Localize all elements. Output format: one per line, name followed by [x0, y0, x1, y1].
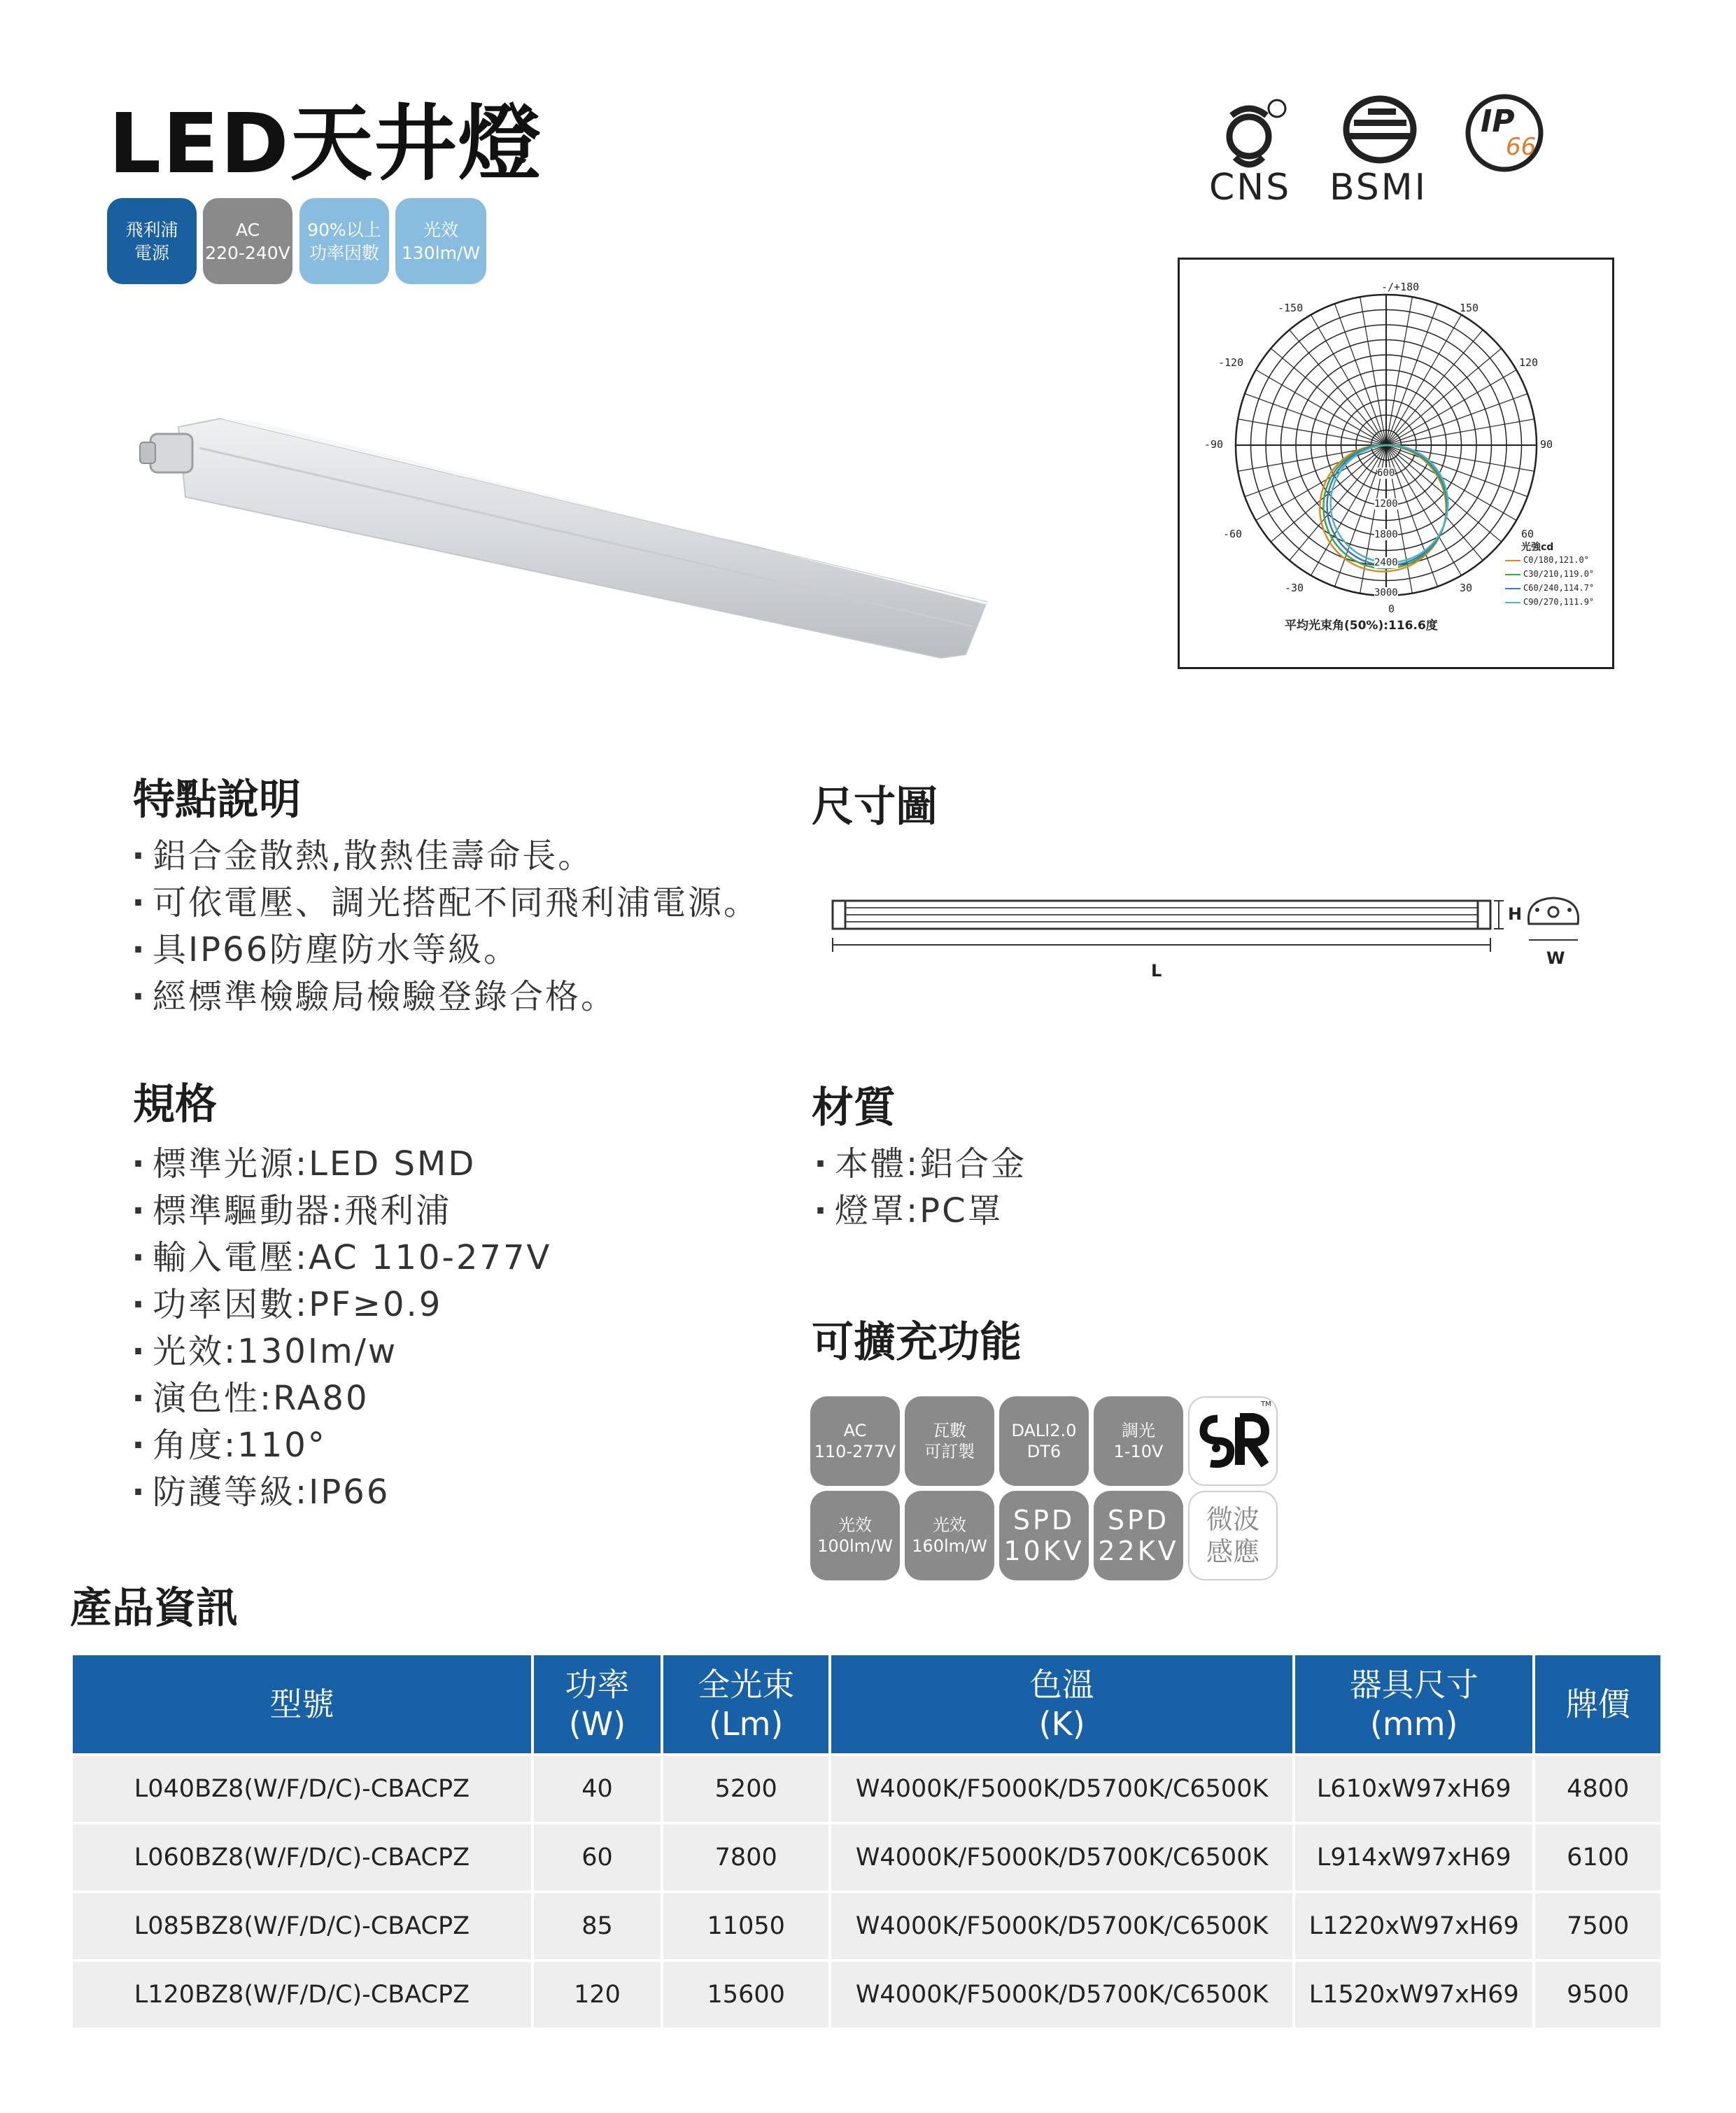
- polar-label: -90: [1204, 438, 1224, 451]
- list-item: · 鋁合金散熱,散熱佳壽命長。: [126, 833, 759, 880]
- cell-lumen: 11050: [663, 1893, 828, 1959]
- cell-price: 7500: [1535, 1893, 1660, 1959]
- ring-label: 1200: [1374, 498, 1398, 510]
- cell-power: 40: [534, 1756, 661, 1822]
- cell-size: L914xW97xH69: [1295, 1825, 1532, 1890]
- feature-line: 160lm/W: [912, 1536, 987, 1556]
- feature-dimming: [1094, 1396, 1183, 1486]
- feature-spd-22kv: [1094, 1491, 1183, 1580]
- header-unit: (mm): [1369, 1705, 1458, 1743]
- polar-label: 0: [1388, 603, 1395, 615]
- table-header-row: [73, 1655, 1660, 1753]
- product-heading: 產品資訊: [70, 1584, 238, 1633]
- sr-tm: TM: [1261, 1401, 1271, 1408]
- feature-line: 感應: [1206, 1536, 1259, 1567]
- feature-line: 光效: [838, 1515, 872, 1535]
- ring-label: 600: [1377, 468, 1395, 479]
- header-label: 器具尺寸: [1349, 1666, 1479, 1704]
- list-item: · 角度:110°: [126, 1422, 551, 1469]
- cell-power: 60: [534, 1825, 661, 1890]
- feature-custom-wattage: [905, 1396, 994, 1486]
- feature-line: DALI2.0: [1011, 1421, 1077, 1440]
- legend-swatch: [1505, 602, 1520, 603]
- cell-lumen: 5200: [663, 1756, 828, 1822]
- feature-line: 瓦數: [933, 1421, 966, 1440]
- polar-label: 120: [1519, 356, 1539, 369]
- list-item: · 輸入電壓:AC 110-277V: [126, 1235, 551, 1282]
- badge-line: 130lm/W: [401, 242, 481, 263]
- legend-label: C30/210,119.0°: [1523, 569, 1595, 579]
- polar-label: 30: [1460, 582, 1473, 594]
- badge-line: 90%以上: [307, 219, 381, 240]
- cell-cct: W4000K/F5000K/D5700K/C6500K: [831, 1962, 1292, 2028]
- list-item: · 標準驅動器:飛利浦: [126, 1188, 551, 1235]
- feature-line: 光效: [933, 1515, 966, 1535]
- product-image: [136, 413, 1004, 672]
- cell-lumen: 7800: [663, 1825, 828, 1890]
- cell-size: L1520xW97xH69: [1295, 1962, 1532, 2028]
- legend-item: [1505, 567, 1594, 581]
- header-cct: [831, 1655, 1292, 1753]
- cell-model: L120BZ8(W/F/D/C)-CBACPZ: [73, 1962, 531, 2028]
- legend-label: C90/270,111.9°: [1523, 597, 1595, 607]
- cell-power: 85: [534, 1893, 661, 1959]
- ip-label: IP: [1481, 104, 1515, 139]
- cell-model: L060BZ8(W/F/D/C)-CBACPZ: [73, 1825, 531, 1890]
- header-lumen: [663, 1655, 828, 1753]
- legend-label: C0/180,121.0°: [1523, 555, 1589, 565]
- feature-dali: [999, 1396, 1089, 1486]
- polar-label: -120: [1218, 356, 1244, 369]
- material-heading: 材質: [812, 1083, 896, 1132]
- badge-line: 電源: [134, 242, 169, 263]
- ip-number: 66: [1506, 133, 1537, 161]
- sr-logo-icon: [1188, 1396, 1278, 1486]
- badge-line: 220-240V: [205, 242, 290, 263]
- table-row: [73, 1962, 1660, 2028]
- header-label: 色溫: [1029, 1666, 1094, 1704]
- bsmi-mark-icon: [1333, 94, 1427, 164]
- cell-lumen: 15600: [663, 1962, 828, 2028]
- cell-cct: W4000K/F5000K/D5700K/C6500K: [831, 1893, 1292, 1959]
- specs-list: [126, 1141, 551, 1516]
- header-size: [1295, 1655, 1532, 1753]
- header-label: 型號: [269, 1685, 334, 1723]
- legend-title: 光強cd: [1521, 542, 1554, 553]
- dimension-heading: 尺寸圖: [812, 782, 938, 831]
- header-label: 牌價: [1565, 1685, 1630, 1723]
- features-list: [126, 833, 759, 1020]
- badge-line: 飛利浦: [125, 219, 178, 240]
- legend-item: [1505, 581, 1594, 595]
- polar-label: -150: [1278, 302, 1304, 314]
- list-item: · 經標準檢驗局檢驗登錄合格。: [126, 974, 759, 1020]
- feature-line: 可訂製: [924, 1442, 975, 1461]
- dim-label-H: H: [1508, 904, 1523, 924]
- expand-heading: 可擴充功能: [812, 1318, 1022, 1367]
- cell-price: 6100: [1535, 1825, 1660, 1890]
- polar-label: -30: [1285, 582, 1304, 594]
- feature-line: SPD: [1107, 1505, 1170, 1536]
- ring-label: 3000: [1374, 587, 1398, 598]
- bsmi-label: BSMI: [1329, 167, 1427, 209]
- table-row: [73, 1756, 1660, 1822]
- material-list: [808, 1141, 1026, 1235]
- badge-philips-driver: [107, 198, 197, 284]
- cell-price: 4800: [1535, 1756, 1660, 1822]
- dim-label-L: L: [1151, 961, 1162, 981]
- badge-line: 功率因數: [309, 242, 379, 263]
- list-item: · 防護等級:IP66: [126, 1469, 551, 1516]
- legend-swatch: [1505, 588, 1520, 589]
- list-item: · 本體:鋁合金: [808, 1141, 1026, 1188]
- header-price: [1535, 1655, 1660, 1753]
- feature-efficacy-160: [905, 1491, 994, 1580]
- legend-swatch: [1505, 560, 1520, 561]
- feature-line: SPD: [1012, 1505, 1075, 1536]
- feature-line: 22KV: [1098, 1536, 1179, 1566]
- page-title: LED天井燈: [108, 95, 542, 192]
- header-unit: (Lm): [709, 1705, 784, 1743]
- ring-label: 2400: [1374, 557, 1398, 568]
- ip66-mark-icon: [1462, 91, 1546, 175]
- header-power: [534, 1655, 661, 1753]
- cell-size: L610xW97xH69: [1295, 1756, 1532, 1822]
- list-item: · 可依電壓、調光搭配不同飛利浦電源。: [126, 880, 759, 927]
- badge-efficacy: [395, 198, 486, 284]
- polar-label: 90: [1540, 438, 1553, 451]
- header-model: [73, 1655, 531, 1753]
- cns-label: CNS: [1209, 167, 1292, 209]
- badge-ac-voltage: [203, 198, 292, 284]
- polar-label: -60: [1223, 528, 1243, 540]
- table-row: [73, 1825, 1660, 1890]
- header-unit: (W): [568, 1705, 626, 1743]
- feature-ac-voltage: [810, 1396, 900, 1486]
- features-heading: 特點說明: [133, 775, 301, 824]
- badge-line: AC: [235, 219, 260, 240]
- table-row: [73, 1893, 1660, 1959]
- cell-model: L040BZ8(W/F/D/C)-CBACPZ: [73, 1756, 531, 1822]
- feature-line: 微波: [1206, 1504, 1259, 1535]
- ring-label: 1800: [1374, 529, 1398, 540]
- dimension-drawing: [826, 885, 1581, 990]
- cell-model: L085BZ8(W/F/D/C)-CBACPZ: [73, 1893, 531, 1959]
- feature-line: 1-10V: [1113, 1442, 1164, 1461]
- legend-item: [1505, 595, 1594, 609]
- list-item: · 演色性:RA80: [126, 1375, 551, 1422]
- polar-label: 150: [1460, 302, 1479, 314]
- feature-efficacy-100: [810, 1491, 900, 1580]
- feature-line: 110-277V: [814, 1442, 896, 1461]
- polar-label-180: -/+180: [1381, 281, 1420, 293]
- feature-spd-10kv: [999, 1491, 1089, 1580]
- polar-label: 60: [1521, 528, 1534, 540]
- header-label: 功率: [565, 1666, 630, 1704]
- polar-diagram: [1178, 258, 1614, 669]
- feature-line: 調光: [1122, 1421, 1155, 1440]
- cell-cct: W4000K/F5000K/D5700K/C6500K: [831, 1756, 1292, 1822]
- legend-swatch: [1505, 574, 1520, 575]
- feature-microwave-sensor: [1188, 1491, 1278, 1580]
- list-item: · 燈罩:PC罩: [808, 1188, 1026, 1235]
- specs-heading: 規格: [133, 1080, 217, 1129]
- list-item: · 光效:130Im/w: [126, 1328, 551, 1375]
- polar-legend: [1505, 553, 1594, 609]
- cell-price: 9500: [1535, 1962, 1660, 2028]
- list-item: · 功率因數:PF≥0.9: [126, 1282, 551, 1328]
- cell-power: 120: [534, 1962, 661, 2028]
- cell-cct: W4000K/F5000K/D5700K/C6500K: [831, 1825, 1292, 1890]
- legend-label: C60/240,114.7°: [1523, 583, 1595, 593]
- cns-mark-icon: [1207, 87, 1298, 178]
- badge-power-factor: [299, 198, 389, 284]
- beam-angle-caption: 平均光束角(50%):116.6度: [1285, 619, 1438, 633]
- cell-size: L1220xW97xH69: [1295, 1893, 1532, 1959]
- legend-item: [1505, 553, 1594, 567]
- header-label: 全光束: [698, 1666, 795, 1704]
- list-item: · 標準光源:LED SMD: [126, 1141, 551, 1188]
- header-unit: (K): [1038, 1705, 1085, 1743]
- product-table: [70, 1652, 1663, 2030]
- dim-label-W: W: [1546, 948, 1565, 968]
- feature-line: AC: [843, 1421, 867, 1440]
- badge-line: 光效: [423, 219, 458, 240]
- feature-line: DT6: [1026, 1442, 1061, 1461]
- feature-line: 10KV: [1003, 1536, 1085, 1566]
- feature-line: 100lm/W: [817, 1536, 893, 1556]
- list-item: · 具IP66防塵防水等級。: [126, 927, 759, 974]
